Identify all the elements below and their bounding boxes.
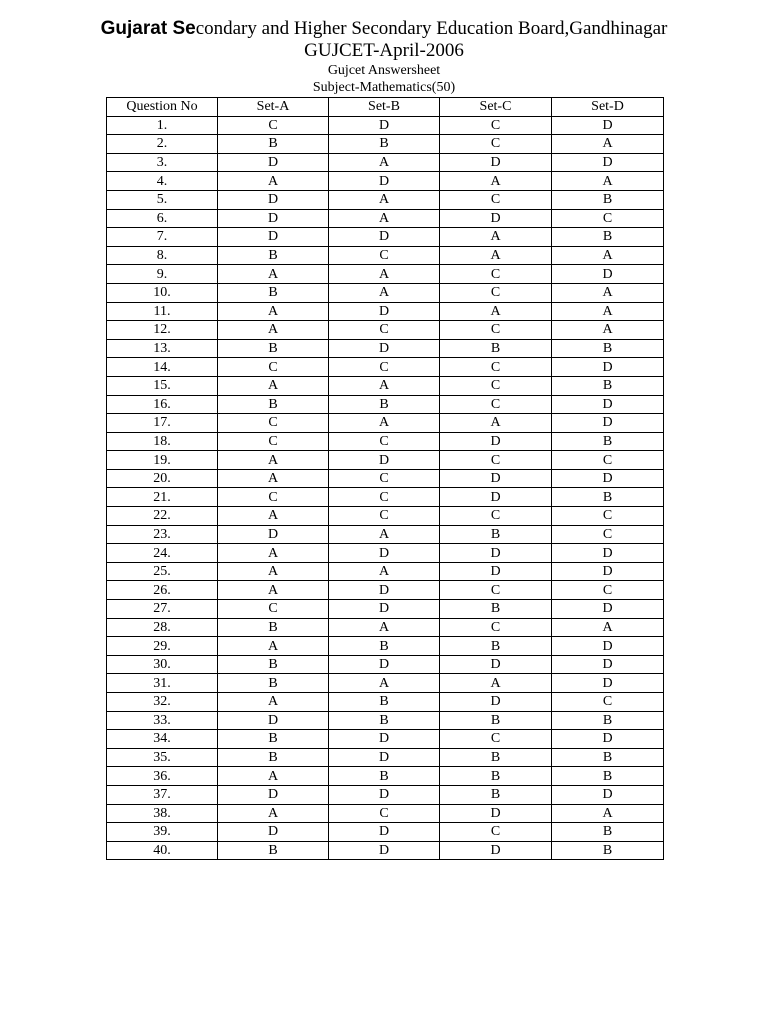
question-no-cell: 18. (107, 432, 218, 451)
set-d-cell: A (552, 246, 664, 265)
set-d-cell: B (552, 823, 664, 842)
set-d-cell: D (552, 785, 664, 804)
set-c-cell: C (440, 116, 552, 135)
set-d-cell: C (552, 209, 664, 228)
set-b-cell: C (329, 358, 440, 377)
set-a-cell: B (218, 730, 329, 749)
table-row (107, 674, 664, 693)
set-c-cell: C (440, 618, 552, 637)
set-c-cell: A (440, 302, 552, 321)
set-d-cell: C (552, 581, 664, 600)
question-no-cell: 7. (107, 228, 218, 247)
set-b-cell: B (329, 767, 440, 786)
set-b-cell: D (329, 172, 440, 191)
set-d-cell: B (552, 488, 664, 507)
table-row (107, 767, 664, 786)
question-no-cell: 19. (107, 451, 218, 470)
set-b-cell: B (329, 711, 440, 730)
table-row (107, 693, 664, 712)
set-c-cell: B (440, 748, 552, 767)
question-no-cell: 40. (107, 841, 218, 860)
set-c-cell: A (440, 228, 552, 247)
set-a-cell: D (218, 525, 329, 544)
set-d-cell: D (552, 730, 664, 749)
question-no-cell: 28. (107, 618, 218, 637)
question-no-cell: 20. (107, 469, 218, 488)
table-row (107, 172, 664, 191)
table-row (107, 321, 664, 340)
set-d-cell: B (552, 228, 664, 247)
table-row (107, 525, 664, 544)
set-d-cell: A (552, 172, 664, 191)
question-no-cell: 2. (107, 135, 218, 154)
set-c-cell: C (440, 581, 552, 600)
question-no-cell: 5. (107, 190, 218, 209)
set-c-cell: A (440, 674, 552, 693)
question-no-cell: 27. (107, 600, 218, 619)
answer-table-body (107, 116, 664, 860)
set-b-cell: D (329, 116, 440, 135)
question-no-cell: 4. (107, 172, 218, 191)
set-c-cell: C (440, 283, 552, 302)
set-c-cell: C (440, 358, 552, 377)
question-no-cell: 39. (107, 823, 218, 842)
set-b-cell: C (329, 432, 440, 451)
set-d-cell: A (552, 302, 664, 321)
set-d-cell: B (552, 190, 664, 209)
set-c-cell: D (440, 153, 552, 172)
set-a-cell: A (218, 265, 329, 284)
set-c-cell: C (440, 451, 552, 470)
set-a-cell: B (218, 283, 329, 302)
column-header-set-d: Set-D (552, 98, 664, 117)
set-c-cell: D (440, 655, 552, 674)
set-d-cell: A (552, 321, 664, 340)
table-row (107, 488, 664, 507)
table-row (107, 135, 664, 154)
set-b-cell: D (329, 302, 440, 321)
table-row (107, 748, 664, 767)
set-c-cell: C (440, 135, 552, 154)
set-a-cell: C (218, 600, 329, 619)
set-b-cell: D (329, 600, 440, 619)
table-row (107, 469, 664, 488)
set-a-cell: A (218, 469, 329, 488)
set-a-cell: A (218, 767, 329, 786)
table-row (107, 655, 664, 674)
set-d-cell: B (552, 748, 664, 767)
question-no-cell: 11. (107, 302, 218, 321)
question-no-cell: 6. (107, 209, 218, 228)
set-c-cell: C (440, 265, 552, 284)
answer-table (106, 97, 664, 860)
set-d-cell: D (552, 637, 664, 656)
set-b-cell: A (329, 562, 440, 581)
set-c-cell: B (440, 767, 552, 786)
set-c-cell: B (440, 339, 552, 358)
set-b-cell: B (329, 637, 440, 656)
set-d-cell: B (552, 339, 664, 358)
table-row (107, 804, 664, 823)
set-b-cell: D (329, 228, 440, 247)
set-d-cell: D (552, 655, 664, 674)
question-no-cell: 38. (107, 804, 218, 823)
table-row (107, 209, 664, 228)
set-d-cell: A (552, 618, 664, 637)
set-a-cell: C (218, 116, 329, 135)
board-title (0, 18, 768, 40)
set-b-cell: A (329, 190, 440, 209)
set-a-cell: B (218, 618, 329, 637)
table-row (107, 246, 664, 265)
set-d-cell: C (552, 507, 664, 526)
table-row (107, 283, 664, 302)
question-no-cell: 21. (107, 488, 218, 507)
set-d-cell: A (552, 804, 664, 823)
set-d-cell: B (552, 711, 664, 730)
question-no-cell: 1. (107, 116, 218, 135)
subject-title: Subject-Mathematics(50) (312, 80, 456, 95)
table-header-row (107, 98, 664, 117)
set-a-cell: B (218, 841, 329, 860)
set-a-cell: D (218, 823, 329, 842)
set-c-cell: D (440, 432, 552, 451)
set-c-cell: C (440, 730, 552, 749)
board-title-bold: Gujarat Se (100, 18, 196, 39)
question-no-cell: 12. (107, 321, 218, 340)
column-header-set-a: Set-A (218, 98, 329, 117)
set-b-cell: D (329, 841, 440, 860)
table-row (107, 600, 664, 619)
question-no-cell: 34. (107, 730, 218, 749)
set-b-cell: C (329, 488, 440, 507)
set-b-cell: A (329, 376, 440, 395)
table-row (107, 451, 664, 470)
question-no-cell: 14. (107, 358, 218, 377)
set-c-cell: C (440, 376, 552, 395)
set-a-cell: A (218, 544, 329, 563)
question-no-cell: 24. (107, 544, 218, 563)
table-row (107, 618, 664, 637)
question-no-cell: 23. (107, 525, 218, 544)
set-c-cell: D (440, 804, 552, 823)
set-a-cell: C (218, 488, 329, 507)
set-d-cell: C (552, 451, 664, 470)
set-c-cell: B (440, 525, 552, 544)
set-a-cell: A (218, 562, 329, 581)
set-b-cell: A (329, 618, 440, 637)
set-c-cell: B (440, 785, 552, 804)
set-b-cell: C (329, 246, 440, 265)
table-row (107, 265, 664, 284)
question-no-cell: 13. (107, 339, 218, 358)
question-no-cell: 32. (107, 693, 218, 712)
question-no-cell: 15. (107, 376, 218, 395)
set-b-cell: A (329, 674, 440, 693)
set-c-cell: D (440, 469, 552, 488)
set-d-cell: D (552, 544, 664, 563)
set-a-cell: A (218, 581, 329, 600)
set-d-cell: D (552, 600, 664, 619)
set-a-cell: B (218, 395, 329, 414)
table-row (107, 302, 664, 321)
table-row (107, 823, 664, 842)
set-b-cell: C (329, 321, 440, 340)
board-title-rest: condary and Higher Secondary Education Board,Gandhinagar (195, 18, 668, 39)
set-b-cell: A (329, 283, 440, 302)
set-a-cell: A (218, 302, 329, 321)
set-d-cell: D (552, 265, 664, 284)
column-header-question-no: Question No (107, 98, 218, 117)
set-d-cell: D (552, 116, 664, 135)
set-b-cell: C (329, 469, 440, 488)
set-c-cell: C (440, 823, 552, 842)
set-a-cell: B (218, 339, 329, 358)
question-no-cell: 22. (107, 507, 218, 526)
table-row (107, 785, 664, 804)
set-a-cell: A (218, 637, 329, 656)
set-d-cell: C (552, 693, 664, 712)
set-a-cell: B (218, 674, 329, 693)
set-d-cell: A (552, 135, 664, 154)
set-b-cell: A (329, 525, 440, 544)
set-a-cell: D (218, 209, 329, 228)
table-row (107, 339, 664, 358)
table-row (107, 637, 664, 656)
set-a-cell: C (218, 432, 329, 451)
set-c-cell: C (440, 321, 552, 340)
set-c-cell: A (440, 172, 552, 191)
set-b-cell: C (329, 507, 440, 526)
set-b-cell: D (329, 581, 440, 600)
set-d-cell: D (552, 153, 664, 172)
set-b-cell: A (329, 265, 440, 284)
question-no-cell: 36. (107, 767, 218, 786)
set-d-cell: D (552, 469, 664, 488)
question-no-cell: 25. (107, 562, 218, 581)
set-b-cell: D (329, 451, 440, 470)
set-b-cell: D (329, 730, 440, 749)
set-a-cell: B (218, 655, 329, 674)
question-no-cell: 29. (107, 637, 218, 656)
set-c-cell: D (440, 841, 552, 860)
set-d-cell: B (552, 767, 664, 786)
set-c-cell: A (440, 246, 552, 265)
set-c-cell: D (440, 544, 552, 563)
question-no-cell: 37. (107, 785, 218, 804)
question-no-cell: 17. (107, 414, 218, 433)
set-b-cell: B (329, 135, 440, 154)
table-row (107, 395, 664, 414)
table-row (107, 562, 664, 581)
set-b-cell: B (329, 693, 440, 712)
question-no-cell: 26. (107, 581, 218, 600)
table-row (107, 190, 664, 209)
set-d-cell: D (552, 674, 664, 693)
table-row (107, 432, 664, 451)
question-no-cell: 8. (107, 246, 218, 265)
set-b-cell: D (329, 339, 440, 358)
table-row (107, 507, 664, 526)
table-row (107, 841, 664, 860)
question-no-cell: 10. (107, 283, 218, 302)
set-a-cell: D (218, 785, 329, 804)
table-row (107, 228, 664, 247)
table-row (107, 376, 664, 395)
set-a-cell: B (218, 748, 329, 767)
set-a-cell: A (218, 507, 329, 526)
set-b-cell: D (329, 785, 440, 804)
set-c-cell: B (440, 637, 552, 656)
set-a-cell: D (218, 153, 329, 172)
set-d-cell: C (552, 525, 664, 544)
set-b-cell: D (329, 748, 440, 767)
set-a-cell: D (218, 190, 329, 209)
set-a-cell: A (218, 693, 329, 712)
set-b-cell: D (329, 655, 440, 674)
set-c-cell: D (440, 693, 552, 712)
set-a-cell: A (218, 321, 329, 340)
set-b-cell: B (329, 395, 440, 414)
set-d-cell: D (552, 562, 664, 581)
set-a-cell: C (218, 358, 329, 377)
set-a-cell: B (218, 135, 329, 154)
question-no-cell: 30. (107, 655, 218, 674)
set-d-cell: D (552, 395, 664, 414)
table-row (107, 116, 664, 135)
set-a-cell: C (218, 414, 329, 433)
set-a-cell: A (218, 804, 329, 823)
set-d-cell: B (552, 841, 664, 860)
table-row (107, 414, 664, 433)
set-c-cell: C (440, 190, 552, 209)
set-b-cell: C (329, 804, 440, 823)
sheet-title: Gujcet Answersheet (327, 63, 441, 78)
table-row (107, 581, 664, 600)
document-header (0, 18, 768, 96)
set-c-cell: B (440, 600, 552, 619)
set-b-cell: A (329, 209, 440, 228)
set-d-cell: D (552, 358, 664, 377)
set-a-cell: D (218, 228, 329, 247)
set-c-cell: C (440, 507, 552, 526)
set-c-cell: A (440, 414, 552, 433)
question-no-cell: 31. (107, 674, 218, 693)
set-b-cell: A (329, 414, 440, 433)
question-no-cell: 16. (107, 395, 218, 414)
set-d-cell: D (552, 414, 664, 433)
column-header-set-c: Set-C (440, 98, 552, 117)
set-b-cell: D (329, 544, 440, 563)
set-d-cell: B (552, 432, 664, 451)
question-no-cell: 9. (107, 265, 218, 284)
set-a-cell: A (218, 172, 329, 191)
table-row (107, 711, 664, 730)
question-no-cell: 3. (107, 153, 218, 172)
table-row (107, 730, 664, 749)
set-b-cell: A (329, 153, 440, 172)
column-header-set-b: Set-B (329, 98, 440, 117)
set-a-cell: B (218, 246, 329, 265)
set-c-cell: D (440, 488, 552, 507)
set-c-cell: D (440, 209, 552, 228)
question-no-cell: 35. (107, 748, 218, 767)
set-b-cell: D (329, 823, 440, 842)
set-a-cell: D (218, 711, 329, 730)
table-row (107, 544, 664, 563)
set-c-cell: C (440, 395, 552, 414)
set-a-cell: A (218, 451, 329, 470)
set-d-cell: A (552, 283, 664, 302)
set-a-cell: A (218, 376, 329, 395)
question-no-cell: 33. (107, 711, 218, 730)
table-row (107, 153, 664, 172)
table-row (107, 358, 664, 377)
set-c-cell: B (440, 711, 552, 730)
set-c-cell: D (440, 562, 552, 581)
exam-title: GUJCET-April-2006 (304, 40, 464, 61)
set-d-cell: B (552, 376, 664, 395)
